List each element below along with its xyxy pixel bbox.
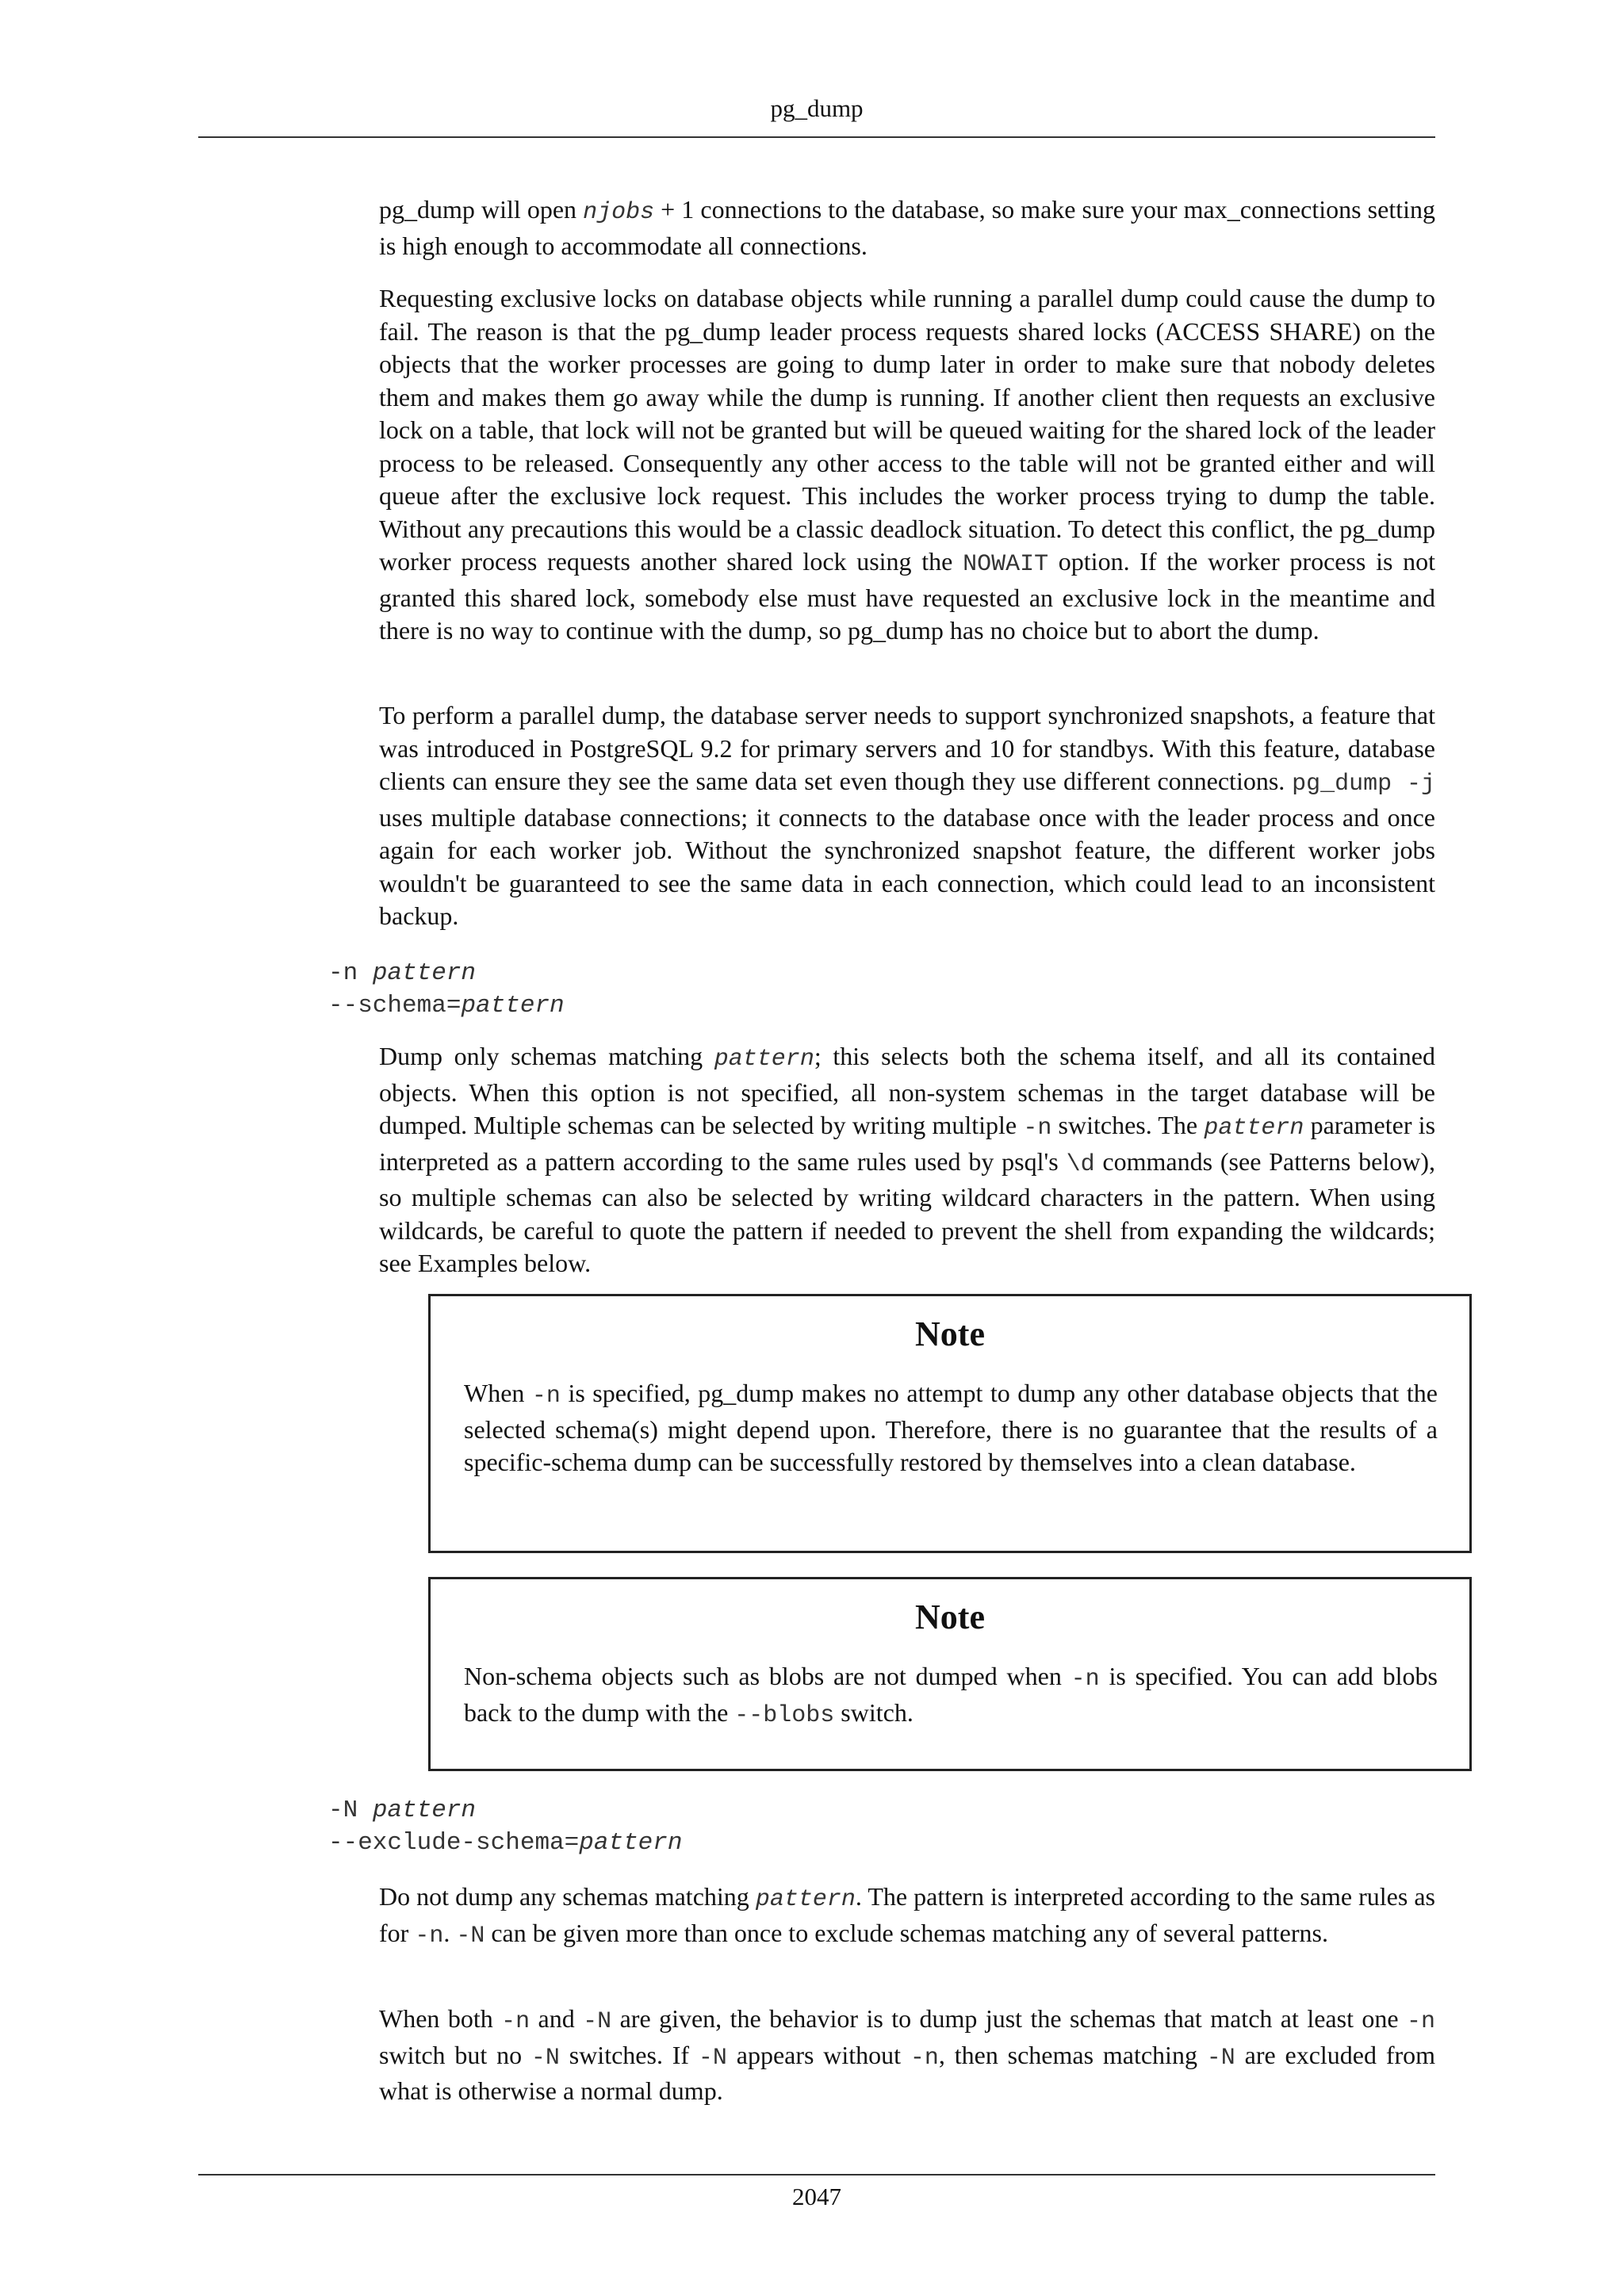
paragraph-njobs-connections: pg_dump will open njobs + 1 connections to the database, so make sure your max_connections setting is high enough to accommodate all connections. bbox=[379, 195, 1435, 260]
paragraph-exclusive-locks: Requesting exclusive locks on database objects while running a parallel dump could cause the dump to fail. The reason is that the pg_dump leader process requests shared locks (ACCESS SHARE) on the objects that the worker processes are going to dump later in order to make sure that nobody deletes them and makes them go away while the dump is running. If another client then requests an exclusive lock on a table, that lock will not be granted but will be queued waiting for the shared lock of the leader process to be released. Consequently any other access to the table will not be granted either and will queue after the exclusive lock request. This includes the worker process trying to dump the table. Without any precautions this would be a classic deadlock situation. To detect this conflict, the pg_dump worker process requests another shared lock using the NOWAIT option. If the worker process is not granted this shared lock, somebody else must have requested an exclusive lock in the meantime and there is no way to continue with the dump, so pg_dump has no choice but to abort the dump. bbox=[379, 284, 1436, 645]
note-box-blobs bbox=[428, 1577, 1472, 1771]
paragraph-schema-description: Dump only schemas matching pattern; this selects both the schema itself, and all its contained objects. When this option is not specified, all non-system schemas in the target database will be dumped. Multiple schemas can be selected by writing multiple -n switches. The pattern parameter is interpreted as a pattern according to the same rules used by psql's \d commands (see Patterns below), so multiple schemas can also be selected by writing wildcard characters in the pattern. When using wildcards, be careful to quote the pattern if needed to prevent the shell from expanding the wildcards; see Examples below. bbox=[379, 1042, 1436, 1277]
header-rule bbox=[198, 136, 1435, 138]
running-header: pg_dump bbox=[770, 94, 864, 122]
paragraph-exclude-schema-description: Do not dump any schemas matching pattern. The pattern is interpreted according to the same rules as for -n. -N can be given more than once to exclude schemas matching any of several patterns. bbox=[379, 1882, 1436, 1950]
option-schema-line: --schema=pattern bbox=[328, 992, 565, 1020]
option-term-exclude-schema bbox=[328, 1794, 683, 1859]
note-title: Note bbox=[915, 1314, 985, 1353]
footer-rule bbox=[198, 2174, 1435, 2175]
nowait-code: NOWAIT bbox=[963, 551, 1049, 578]
note-body: When -n is specified, pg_dump makes no attempt to dump any other database objects that the selected schema(s) might depend upon. Therefore, there is no guarantee that the results of a specific-schema dump can be successfully restored by themselves into a clean database. bbox=[464, 1379, 1438, 1476]
option-N-line: -N pattern bbox=[328, 1797, 477, 1824]
page-number: 2047 bbox=[792, 2183, 841, 2210]
pg-dump-j-code: pg_dump -j bbox=[1292, 771, 1436, 798]
note-box-dependencies bbox=[428, 1294, 1472, 1553]
option-n-line: -n pattern bbox=[328, 959, 477, 987]
njobs-code: njobs bbox=[583, 199, 655, 226]
paragraph-synchronized-snapshots: To perform a parallel dump, the database server needs to support synchronized snapshots, a feature that was introduced in PostgreSQL 9.2 for primary servers and 10 for standbys. With this feature, database clients can ensure they see the same data set even though they use different connections. pg_dump -j uses multiple database connections; it connects to the database once with the leader process and once again for each worker job. Without the synchronized snapshot feature, the different worker jobs wouldn't be guaranteed to see the same data in each connection, which could lead to an inconsistent backup. bbox=[379, 701, 1436, 930]
note-body: Non-schema objects such as blobs are not dumped when -n is specified. You can add blobs back to the dump with the --blobs switch. bbox=[464, 1662, 1438, 1729]
note-title: Note bbox=[915, 1598, 985, 1636]
option-exclude-schema-line: --exclude-schema=pattern bbox=[328, 1829, 683, 1857]
paragraph-both-n-and-N: When both -n and -N are given, the behavior is to dump just the schemas that match at least one -n switch but no -N switches. If -N appears without -n, then schemas matching -N are excluded from what is otherwise a normal dump. bbox=[379, 2004, 1436, 2105]
option-term-schema bbox=[328, 957, 565, 1022]
